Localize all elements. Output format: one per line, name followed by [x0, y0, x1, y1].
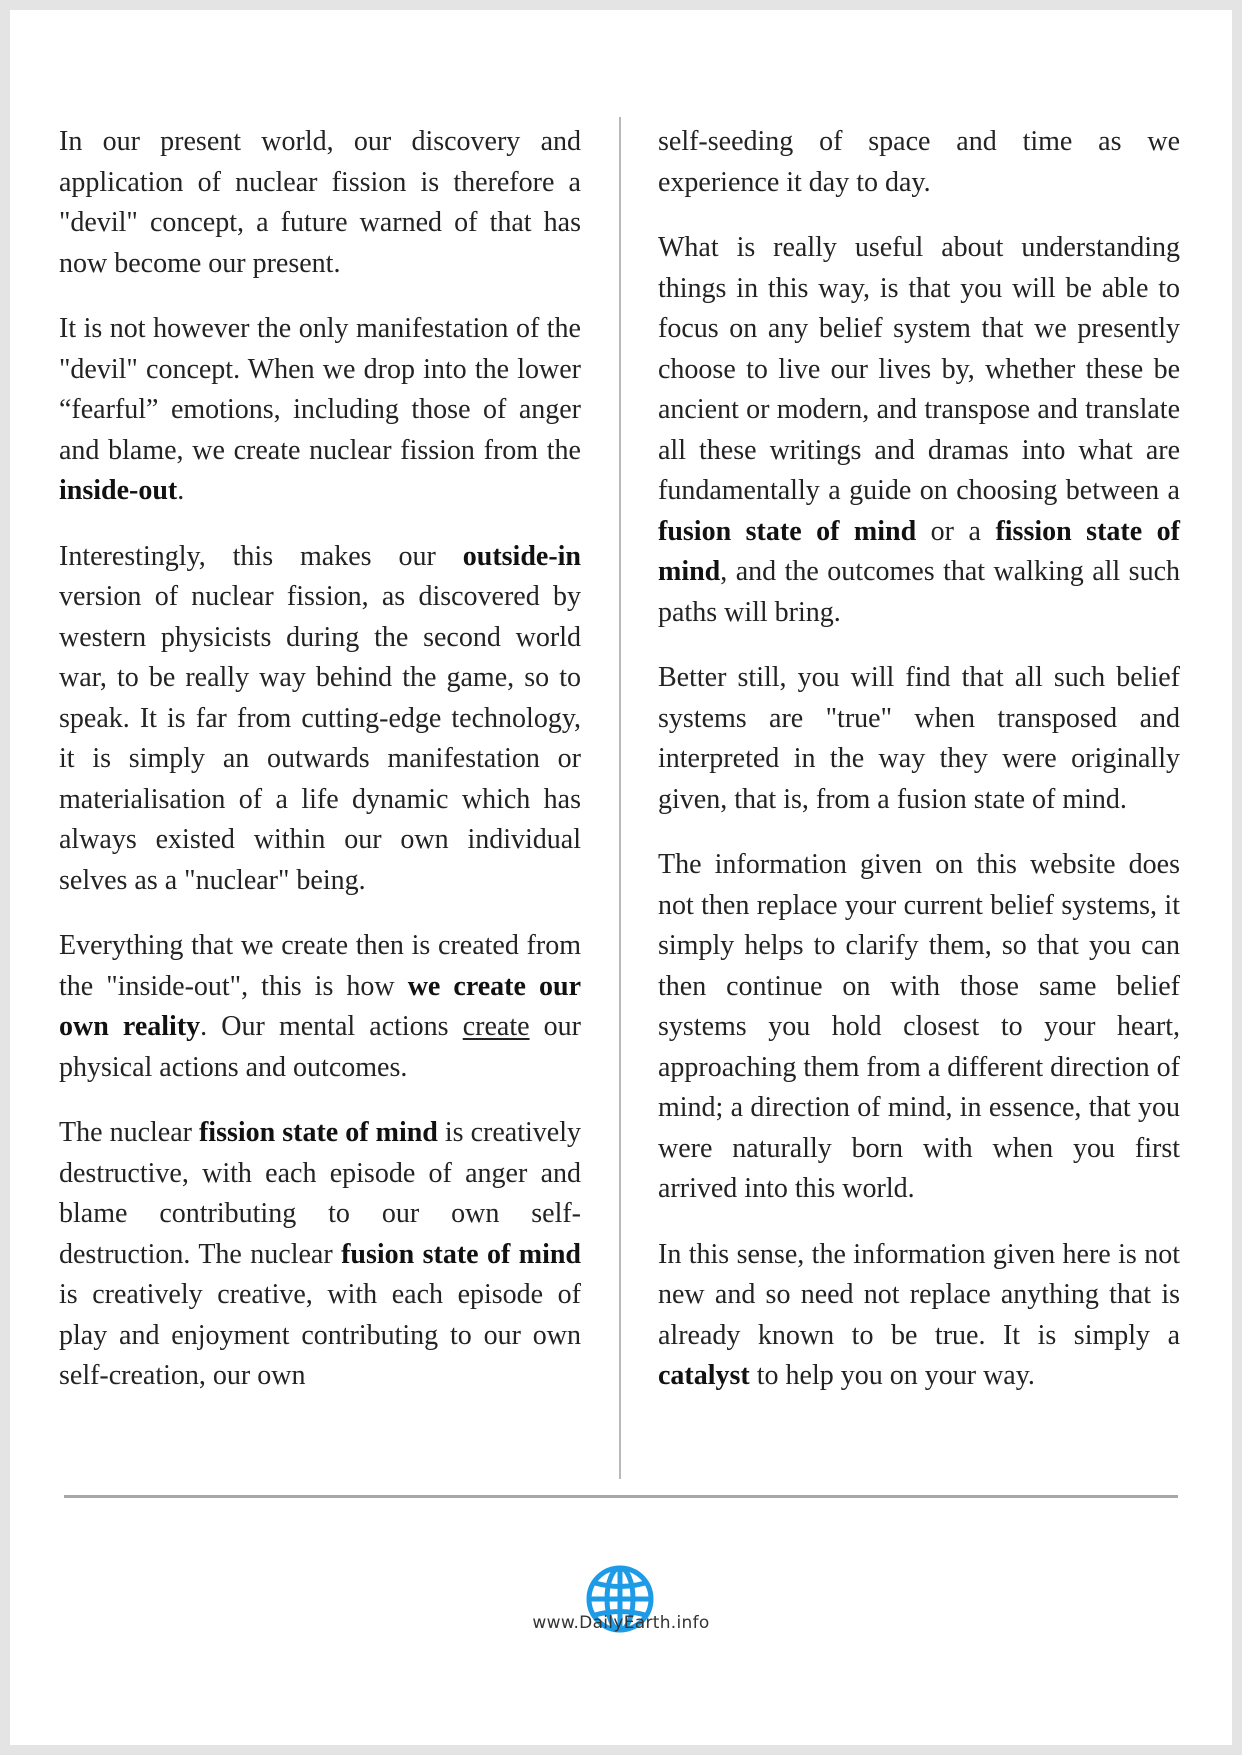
paragraph [59, 537, 581, 902]
bold-phrase: fission state of mind [198, 1117, 438, 1148]
underlined-word: create [462, 1011, 530, 1042]
paragraph [59, 926, 581, 1088]
paragraph-text: Interestingly, this makes our [59, 540, 463, 572]
right-column [658, 122, 1180, 1422]
bold-phrase: we create our own reality [59, 970, 581, 1042]
paragraph-text: , and the outcomes that walking all such paths will bring. [658, 556, 1180, 628]
bold-phrase: catalyst [658, 1360, 750, 1391]
bold-phrase: inside-out [59, 475, 178, 506]
bold-phrase: fusion state of mind [341, 1238, 581, 1270]
paragraph [59, 309, 581, 512]
paragraph-text: self-seeding of space and time as we experience it day to day. [658, 126, 1180, 198]
paragraph-text: to help you on your way. [749, 1360, 1035, 1391]
footer-divider [64, 1495, 1178, 1498]
paragraph-text: . [177, 475, 185, 506]
paragraph [658, 1235, 1180, 1397]
paragraph-text: or a [916, 515, 996, 547]
paragraph [59, 1113, 581, 1397]
paragraph-text: is creatively creative, with each episode of play and enjoyment contributing to our own self-creation, our own [59, 1279, 581, 1391]
paragraph [658, 658, 1180, 820]
bold-phrase: fusion state of mind [658, 515, 917, 547]
paragraph-text: What is really useful about understanding things in this way, is that you will be able to focus on any belief system that we presently choose to live our lives by, whether these be ancient or modern, and transpose and translate all these writings and dramas into what are fundamentally a guide on choosing between a [658, 232, 1180, 506]
paragraph-text: version of nuclear fission, as discovered by western physicists during the second world war, to be really way behind the game, so to speak. It is far from cutting-edge technology, it is simply an outwards manifestation or materialisation of a life dynamic which has always existed within our own individual selves as a "nuclear" being. [59, 581, 581, 896]
paragraph-text: It is not however the only manifestation of the "devil" concept. When we drop into the lower “fearful” emotions, including those of anger and blame, we create nuclear fission from the [59, 313, 581, 466]
paragraph-text: our physical actions and outcomes. [59, 1011, 581, 1083]
paragraph-text: In our present world, our discovery and application of nuclear fission is therefore a "devil" concept, a future warned of that has now become our present. [59, 126, 581, 279]
bold-phrase: fission state of mind [658, 515, 1180, 587]
paragraph [658, 122, 1180, 203]
paragraph-text: The nuclear [59, 1117, 199, 1148]
paragraph-text: Everything that we create then is created from the "inside-out", this is how [59, 930, 581, 1002]
paragraph [658, 228, 1180, 633]
left-column [59, 122, 581, 1422]
paragraph-text: Better still, you will find that all such belief systems are "true" when transposed and interpreted in the way they were originally given, that is, from a fusion state of mind. [658, 662, 1180, 815]
footer-url[interactable]: www.DailyEarth.info [532, 1613, 710, 1633]
paragraph [658, 845, 1180, 1210]
document-page [10, 10, 1232, 1745]
paragraph-text: The information given on this website does not then replace your current belief systems, it simply helps to clarify them, so that you can then continue on with those same belief systems you hold closest to your heart, approaching them from a different direction of mind; a direction of mind, in essence, that you were naturally born with when you first arrived into this world. [658, 849, 1180, 1204]
paragraph-text: . Our mental actions [200, 1011, 463, 1042]
paragraph-text: is creatively destructive, with each episode of anger and blame contributing to our own self-destruction. The nuclear [59, 1117, 581, 1270]
column-divider [619, 117, 621, 1479]
bold-phrase: outside-in [462, 540, 581, 572]
paragraph [59, 122, 581, 284]
paragraph-text: In this sense, the information given here is not new and so need not replace anything that is already known to be true. It is simply a [658, 1238, 1180, 1351]
